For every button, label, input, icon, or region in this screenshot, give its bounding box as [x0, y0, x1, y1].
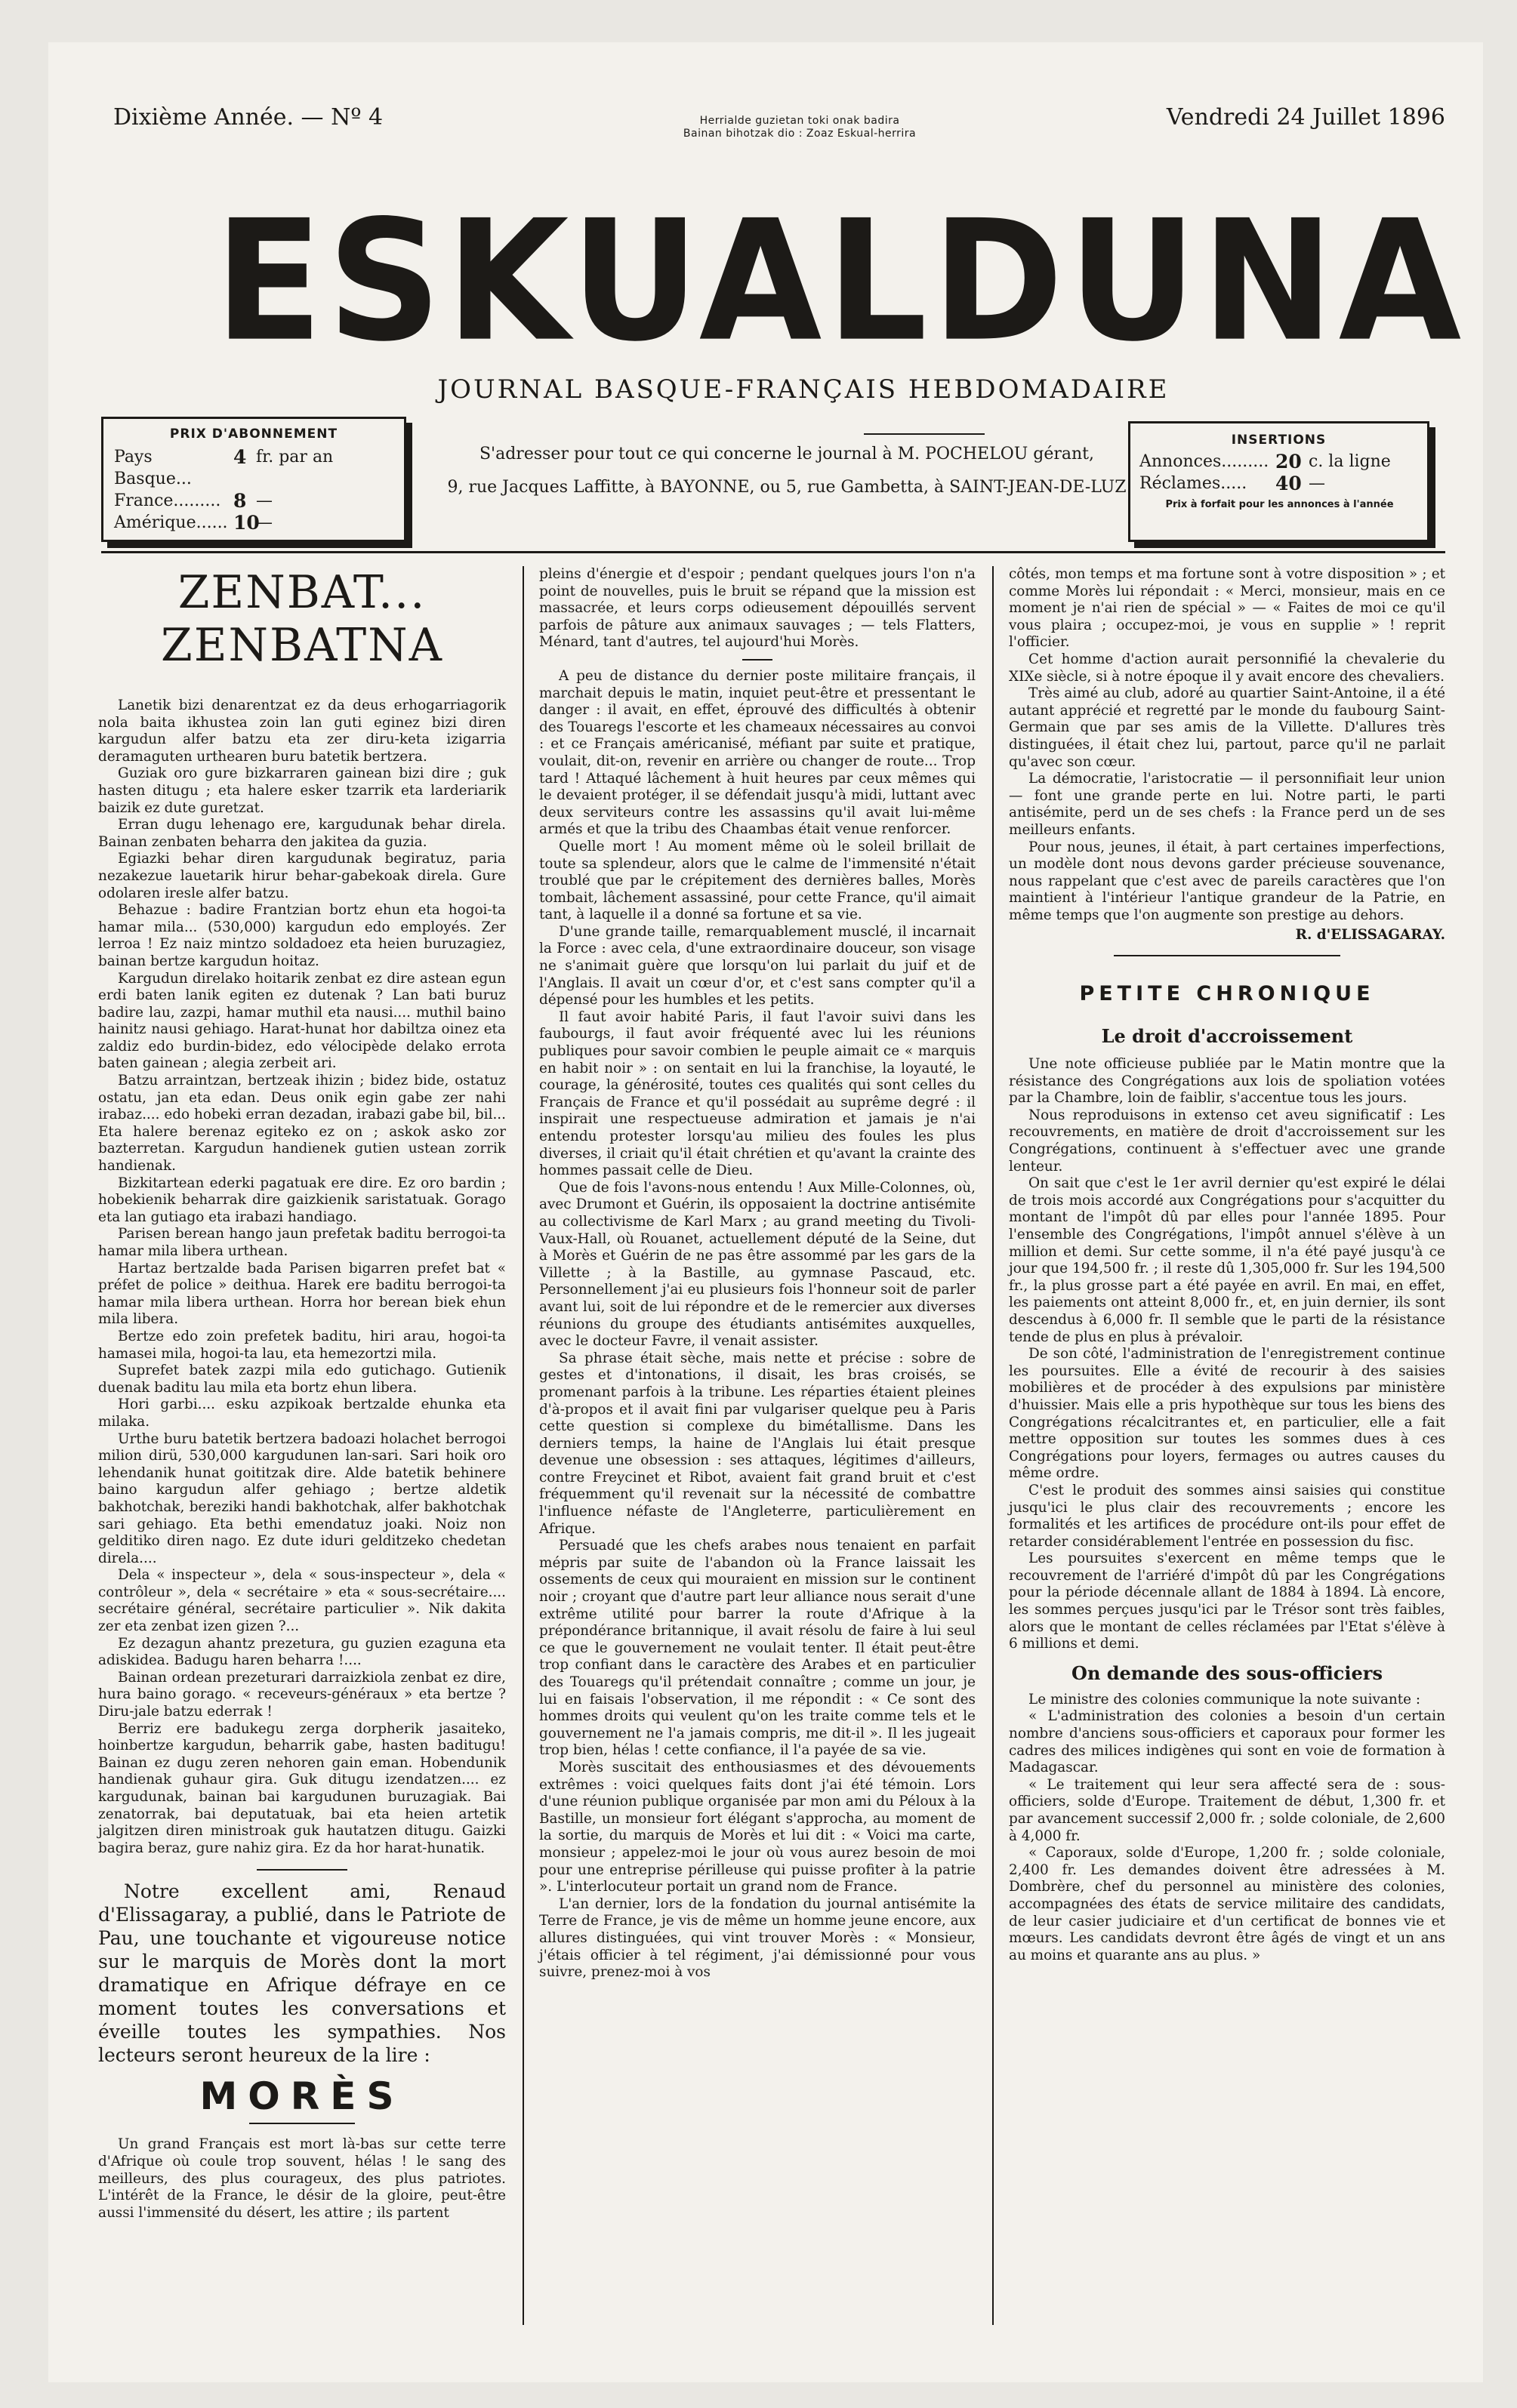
publisher-address: [409, 438, 1164, 504]
column-3: [1009, 566, 1445, 1964]
subscription-box: [101, 417, 406, 542]
paragraph: Notre excellent ami, Renaud d'Elissagaray, a publié, dans le Patriote de Pau, une touchante et vigoureuse notice sur le marquis de Morès dont la mort dramatique en Afrique défraye en ce moment toutes les conversations et éveille toutes les sympathies. Nos lecteurs seront heureux de la lire :: [98, 1880, 506, 2067]
article-body: [1009, 1692, 1445, 1965]
place: Pays Basque...: [114, 448, 192, 488]
paragraph: De son côté, l'administration de l'enregistrement continue les poursuites. Elle a évité de recourir à des saisies mobilières et de procéder à des expulsions par ministère d'huissier. Mais elle a pris hypothèque sur tous les biens des Congrégations récalcitrantes et, en particulier, elle a fait mettre opposition sur toutes les sommes dues à ces Congrégations pour loyers, fermages ou autres causes du même ordre.: [1009, 1346, 1445, 1482]
header-rule: [101, 551, 1445, 553]
paragraph: Que de fois l'avons-nous entendu ! Aux Mille-Colonnes, où, avec Drumont et Guérin, ils opposaient la doctrine antisémite au collectivisme de Karl Marx ; au grand meeting du Tivoli-Vaux-Hall, où Rouanet, actuellement député de la Seine, dut à Morès et Guérin de ne pas être assommé par les gars de la Villette ; à la Bastille, au gymnase Pascaud, etc. Personnellement j'ai eu plusieurs fois l'honneur soit de parler avant lui, soit de lui répondre et de le remercier aux diverses réunions du groupe des étudiants antisémites auxquelles, avec le docteur Favre, il venait assister.: [539, 1179, 976, 1350]
rate-price: 20: [1275, 451, 1302, 473]
article-headline: ZENBAT... ZENBATNA: [161, 566, 443, 672]
rate-row: [1139, 473, 1420, 494]
paragraph: Les poursuites s'exercent en même temps que le recouvrement de l'arriéré d'impôt dû par les Congrégations pour la période décennale allant de 1884 à 1894. Là encore, les sommes perçues jusqu'ici par le Trésor sont très faibles, alors que le montant de celles réclamées par l'Etat s'élève à 6 millions et demi.: [1009, 1550, 1445, 1652]
article-body: [98, 697, 506, 1857]
price-row: [114, 490, 396, 512]
paragraph: La démocratie, l'aristocratie — il personnifiait leur union — font une grande perte en lui. Notre parti, le parti antisémite, perd un de ses chefs : la France perd un de ses meilleurs enfants.: [1009, 771, 1445, 838]
place: France.........: [114, 491, 221, 510]
newspaper-page: [48, 42, 1483, 2382]
paragraph: Une note officieuse publiée par le Matin montre que la résistance des Congrégations aux lois de spoliation votées par la Chambre, loin de faiblir, s'accentue tous les jours.: [1009, 1056, 1445, 1107]
paragraph: Dela « inspecteur », dela « sous-inspecteur », dela « contrôleur », dela « secrétaire » eta « sous-secrétaire.... secrétaire général, secrétaire particulier ». Nik dakita zer eta zenbat izen gizen ?...: [98, 1567, 506, 1635]
address-line: 9, rue Jacques Laffitte, à BAYONNE, ou 5, rue Gambetta, à SAINT-JEAN-DE-LUZ: [447, 478, 1127, 497]
price: 4: [233, 446, 247, 468]
insertions-note: Prix à forfait pour les annonces à l'année: [1165, 499, 1394, 510]
unit: fr. par an: [256, 448, 334, 467]
basque-motto: [588, 115, 1011, 140]
paragraph: pleins d'énergie et d'espoir ; pendant quelques jours l'on n'a point de nouvelles, puis le bruit se répand que la mission est massacrée, et leurs corps odieusement dépouillés servent parfois de pâture aux animaux sauvages ; — tels Flatters, Ménard, tant d'autres, tel aujourd'hui Morès.: [539, 566, 976, 651]
paragraph: Très aimé au club, adoré au quartier Saint-Antoine, il a été autant apprécié et regretté par le monde du faubourg Saint-Germain que par ses amis de la Villette. D'allures très distinguées, il était chez lui, partout, parce qu'il ne parlait qu'avec son cœur.: [1009, 685, 1445, 770]
paragraph: Batzu arraintzan, bertzeak ihizin ; bidez bide, ostatuz ostatu, jan eta edan. Deus onik egin gabe zer nahi irabaz.... edo hobeki erran dezadan, irabazi gabe bil, bil... Eta halere berenaz egiteko ez on ; askok asko zor bazterretan. Kargudun handienek gutien ustean zorrik handienak.: [98, 1073, 506, 1175]
divider: [249, 2123, 355, 2124]
paragraph: Cet homme d'action aurait personnifié la chevalerie du XIXe siècle, si à notre époque il y avait encore des chevaliers.: [1009, 651, 1445, 685]
motto-line: Herrialde guzietan toki onak badira: [699, 115, 900, 127]
signature: R. d'ELISSAGARAY.: [1295, 927, 1445, 944]
edition-label: Dixième Année. — Nº 4: [113, 104, 384, 131]
paragraph: Kargudun direlako hoitarik zenbat ez dire astean egun erdi baten lanik egiten ez dutenak ? Lan bati buruz badire lau, zazpi, hamar muthil eta nausi.... muthil baino hainitz nausi gehiago. Harat-hunat hor dabiltza oinez eta zaldiz edo burdin-bidez, edo vélocipède delako errota baten gainean ; alegia zerbeit ari.: [98, 970, 506, 1072]
price: 10: [233, 512, 260, 534]
column-1: [98, 566, 506, 2222]
rate-price: 40: [1275, 473, 1302, 494]
masthead-title: ESKUALDUNA: [214, 183, 1466, 379]
paragraph: Egiazki behar diren kargudunak begiratuz, paria nezakezue lauetarik hirur behar-gabekoak direla. Gure odolaren iresle alfer batzu.: [98, 851, 506, 901]
subhead: Le droit d'accroissement: [1101, 1025, 1353, 1048]
paragraph: « Le traitement qui leur sera affecté sera de : sous-officiers, solde d'Europe. Traitement de début, 1,300 fr. et par avancement successif 2,000 fr. ; solde coloniale, de 2,600 à 4,000 fr.: [1009, 1776, 1445, 1844]
issue-date: Vendredi 24 Juillet 1896: [1166, 104, 1445, 131]
motto-line: Bainan bihotzak dio : Zoaz Eskual-herrira: [683, 128, 917, 140]
paragraph: Persuadé que les chefs arabes nous tenaient en parfait mépris par suite de l'abandon où la France laissait les ossements de ceux qui mouraient en mission sur le continent noir ; croyant que d'autre part leur alliance nous serait d'une extrême utilité pour barrer la route d'Afrique à la prépondérance britannique, il avait résolu de faire à lui seul ce que le gouvernement ne voulait tenter. Il était peut-être trop confiant dans le caractère des Arabes et en particulier des Touaregs qu'il prétendait connaître ; comme un jour, je lui en faisais l'observation, il me répondit : « Ce sont des hommes droits qui veulent qu'on les traite comme tels et le gouvernement ne l'a jamais compris, me dit-il ». Il les jugeait trop bien, hélas ! cette confiance, il l'a payée de sa vie.: [539, 1538, 976, 1759]
column-rule: [992, 566, 994, 2325]
paragraph: Le ministre des colonies communique la note suivante :: [1028, 1691, 1421, 1707]
paragraph: Bertze edo zoin prefetek baditu, hiri arau, hogoi-ta hamasei mila, hogoi-ta lau, eta hemezortzi mila.: [98, 1328, 506, 1362]
paragraph: Pour nous, jeunes, il était, à part certaines imperfections, un modèle dont nous devons garder précieuse souvenance, nous rappelant que c'est avec de pareils caractères que l'on maintient à l'intérieur l'antique grandeur de la Patrie, en même temps que l'on augmente son prestige au dehors.: [1009, 839, 1445, 923]
paragraph: Un grand Français est mort là-bas sur cette terre d'Afrique où coule trop souvent, hélas ! le sang des meilleurs, des plus courageux, des plus patriotes. L'intérêt de la France, le désir de la gloire, peut-être aussi l'immensité du désert, les attire ; ils partent: [98, 2136, 506, 2221]
subhead: On demande des sous-officiers: [1071, 1661, 1383, 1684]
intro-note: [98, 1880, 506, 2067]
chronicle-headline: PETITE CHRONIQUE: [1079, 982, 1375, 1006]
rate-unit: —: [1309, 474, 1325, 493]
paragraph: Il faut avoir habité Paris, il faut l'avoir suivi dans les faubourgs, il faut avoir fréquenté avec lui les réunions publiques pour savoir combien le peuple aimait ce « marquis en habit noir » : on sentait en lui la franchise, la loyauté, le courage, la générosité, toutes ces qualités qui sont celles du Français de France et qu'il possédait au suprême degré : il inspirait une respectueuse admiration et jamais je n'ai entendu protester lorsqu'au milieu des foules les plus diverses, il criait qu'il était chrétien et qu'avant la crainte des hommes passait celle de Dieu.: [539, 1008, 976, 1179]
paragraph: On sait que c'est le 1er avril dernier qu'est expiré le délai de trois mois accordé aux Congrégations pour s'acquitter du montant de l'impôt dû par elles pour l'année 1895. Pour l'ensemble des Congrégations, l'impôt annuel s'élève à un million et demi. Sur cette somme, il n'a été payé jusqu'à ce jour que 194,500 fr. ; il reste dû 1,305,000 fr. Sur les 194,500 fr., la plus grosse part a été payée en avril. En mai, en effet, les paiements ont atteint 8,000 fr., et, en juin dernier, ils sont descendus à 6,000 fr. Il semble que le parti de la résistance tende de plus en plus à prévaloir.: [1009, 1175, 1445, 1345]
unit: —: [256, 491, 273, 510]
divider: [864, 433, 985, 435]
insertions-title: INSERTIONS: [1231, 433, 1327, 448]
section-headline: MORÈS: [199, 2074, 405, 2119]
paragraph: Morès suscitait des enthousiasmes et des dévouements extrêmes : voici quelques faits dont j'ai été témoin. Lors d'une réunion publique organisée par mon ami du Péloux à la Bastille, un monsieur fort élégant s'approcha, au moment de la sortie, du marquis de Morès et lui dit : « Voici ma carte, monsieur ; appelez-moi le jour où vous aurez besoin de moi pour une entreprise périlleuse qui puisse profiter à la patrie ». L'interlocuteur portait un grand nom de France.: [539, 1759, 976, 1895]
divider: [1114, 955, 1340, 956]
paragraph: Urthe buru batetik bertzera badoazi holachet berrogoi milion dirü, 530,000 kargudunen lan-sari. Sari hoik oro lehendanik hunat goititzak dire. Alde batetik behinere baino kargudun alfer gehiago ; bertze aldetik bakhotchak, bereziki handi bakhotchak, alfer bakhotchak sari gehiago. Eta bethi emendatuz joaki. Noiz non gelditiko diren nago. Ez dute iduri gelditzeko chedetan direla....: [98, 1430, 506, 1566]
rate-unit: c. la ligne: [1309, 452, 1391, 471]
article-body: [1009, 1056, 1445, 1653]
price: 8: [233, 490, 247, 512]
paragraph: Lanetik bizi denarentzat ez da deus erhogarriagorik nola baita ikhustea zoin lan guti eginez bizi diren kargudun alfer batzu eta zer diru-keta izigarria deramaguten urthearen buru batetik bertzera.: [98, 697, 506, 765]
paragraph: Ez dezagun ahantz prezetura, gu guzien ezaguna eta adiskidea. Badugu haren beharra !....: [98, 1635, 506, 1669]
rate-label: Réclames.....: [1139, 474, 1247, 493]
rate-label: Annonces.........: [1139, 452, 1269, 471]
paragraph: Suprefet batek zazpi mila edo gutichago. Gutienik duenak baditu lau mila eta bortz ehun libera.: [98, 1363, 506, 1396]
paragraph: D'une grande taille, remarquablement musclé, il incarnait la Force : avec cela, d'une extraordinaire douceur, son visage ne s'animait guère que lorsqu'on lui parlait du juif et de l'Anglais. Il avait un cœur d'or, et c'est sans compter qu'il a dépensé pour les humbles et les petits.: [539, 923, 976, 1008]
paragraph: Quelle mort ! Au moment même où le soleil brillait de toute sa splendeur, alors que le calme de l'immensité n'était troublé que par le crépitement des dernières balles, Morès tombait, lâchement assassiné, pour cette France, qu'il aimait tant, à laquelle il a donné sa fortune et sa vie.: [539, 838, 976, 923]
paragraph: Nous reproduisons in extenso cet aveu significatif : Les recouvrements, en matière de droit d'accroissement sur les Congrégations, continuent à s'effectuer avec une grande lenteur.: [1009, 1107, 1445, 1175]
paragraph: Parisen berean hango jaun prefetak baditu berrogoi-ta hamar mila libera urthean.: [98, 1226, 506, 1259]
masthead-subtitle: JOURNAL BASQUE-FRANÇAIS HEBDOMADAIRE: [437, 374, 1170, 405]
unit: —: [256, 513, 273, 532]
paragraph: Berriz ere badukegu zerga dorpherik jasaiteko, hoinbertze kargudun, beharrik gabe, hasten baditugu! Bainan ez dugu zeren nehoren gain eman. Hobendunik handienak guhaur gira. Guk ditugu izendatzen.... ez kargudunak, bainan bai kargudunen buruzagiak. Bai zenatorrak, bai deputatuak, bai eta heien artetik jalgitzen diren ministroak guk hautatzen ditugu. Gaizki bagira beraz, gure nahiz gira. Ez da hor harat-hunatik.: [98, 1720, 506, 1856]
subscription-title: PRIX D'ABONNEMENT: [169, 426, 338, 442]
paragraph: Hori garbi.... esku azpikoak bertzalde ehunka eta milaka.: [98, 1396, 506, 1430]
paragraph: Behazue : badire Frantzian bortz ehun eta hogoi-ta hamar mila... (530,000) kargudun edo employés. Zer lerroa ! Ez naiz mintzo soldadoez eta heien buruzagiez, bainan bertze kargudun hoitaz.: [98, 902, 506, 969]
paragraph: « Caporaux, solde d'Europe, 1,200 fr. ; solde coloniale, 2,400 fr. Les demandes doivent être adressées à M. Dombrère, chef du personnel au ministère des colonies, accompagnées des états de service militaire des candidats, de leur casier judiciaire et d'un certificat de bonnes vie et mœurs. Les candidats devront être âgés de vingt et un ans au moins et quarante ans au plus. »: [1009, 1845, 1445, 1963]
divider: [742, 659, 772, 661]
paragraph: Hartaz bertzalde bada Parisen bigarren prefet bat « préfet de police » deithua. Harek ere baditu berrogoi-ta hamar mila libera urthean. Horra hor berean biek ehun mila libera.: [98, 1260, 506, 1328]
paragraph: Sa phrase était sèche, mais nette et précise : sobre de gestes et d'intonations, il disait, les bras croisés, se promenant parfois à la tribune. Les réparties étaient pleines d'à-propos et il avait fini par vulgariser quelque peu à Paris cette question si complexe du bimétallisme. Dans les derniers temps, la haine de l'Anglais lui était presque devenue une obsession : ses attaques, légitimes d'ailleurs, contre Freycinet et Ribot, avaient fait grand bruit et c'est fréquemment qu'il revenait sur la nécessité de combattre l'influence néfaste de l'Angleterre, particulièrement en Afrique.: [539, 1350, 976, 1537]
column-rule: [523, 566, 524, 2325]
column-2: [539, 566, 976, 1982]
divider: [257, 1869, 347, 1871]
paragraph: C'est le produit des sommes ainsi saisies qui constitue jusqu'ici le plus clair des recouvrements ; encore les formalités et les artifices de procédure ont-ils pour effet de retarder considérablement l'entrée en possession du fisc.: [1009, 1482, 1445, 1550]
address-line: S'adresser pour tout ce qui concerne le journal à M. POCHELOU gérant,: [479, 445, 1095, 463]
article-body: [98, 2136, 506, 2222]
rate-row: [1139, 451, 1420, 473]
paragraph: Guziak oro gure bizkarraren gainean bizi dire ; guk hasten ditugu ; eta halere esker tzarrik eta larderiarik baizik ez dute guretzat.: [98, 765, 506, 816]
paragraph: Bizkitartean ederki pagatuak ere dire. Ez oro bardin ; hobekienik beharrak dire gaizkienik saristatuak. Gorago eta lan gutiago eta irabazi handiago.: [98, 1175, 506, 1225]
price-row: [114, 446, 396, 490]
paragraph: L'an dernier, lors de la fondation du journal antisémite la Terre de France, je vis de même un homme jeune encore, aux allures distinguées, qui vint trouver Morès : « Monsieur, j'étais officier à tel régiment, j'ai démissionné pour vous suivre, prenez-moi à vos: [539, 1895, 976, 1981]
insertions-box: [1128, 421, 1429, 542]
article-body: [1009, 566, 1445, 944]
paragraph: « L'administration des colonies a besoin d'un certain nombre d'anciens sous-officiers et caporaux pour former les cadres des milices indigènes qui sont en voie de formation à Madagascar.: [1009, 1708, 1445, 1776]
place: Amérique......: [114, 513, 228, 532]
paragraph: Bainan ordean prezeturari darraizkiola zenbat ez dire, hura baino gorago. « receveurs-généraux » eta bertze ? Diru-jale batzu ederrak !: [98, 1669, 506, 1720]
paragraph: Erran dugu lehenago ere, kargudunak behar direla. Bainan zenbaten beharra den jakitea da guzia.: [98, 817, 506, 850]
paragraph: côtés, mon temps et ma fortune sont à votre disposition » ; et comme Morès lui répondait : « Merci, monsieur, mais en ce moment je n'ai rien de spécial » — « Faites de moi ce qu'il vous plaira ; occupez-moi, je vous en supplie » ! reprit l'officier.: [1009, 566, 1445, 651]
paragraph: A peu de distance du dernier poste militaire français, il marchait depuis le matin, inquiet peut-être et pressentant le danger : il avait, en effet, éprouvé des difficultés à obtenir des Touaregs l'escorte et les chameaux nécessaires au convoi : et ce Français américanisé, méfiant par suite et pratique, voulait, dit-on, revenir en arrière ou changer de route... Trop tard ! Attaqué lâchement à huit heures par ceux mêmes qui le devaient protéger, il se défendait jusqu'à midi, luttant avec deux serviteurs contre les assassins qu'il avait lui-même armés et que la tribu des Chaambas était venue renforcer.: [539, 667, 976, 838]
price-row: [114, 512, 396, 534]
